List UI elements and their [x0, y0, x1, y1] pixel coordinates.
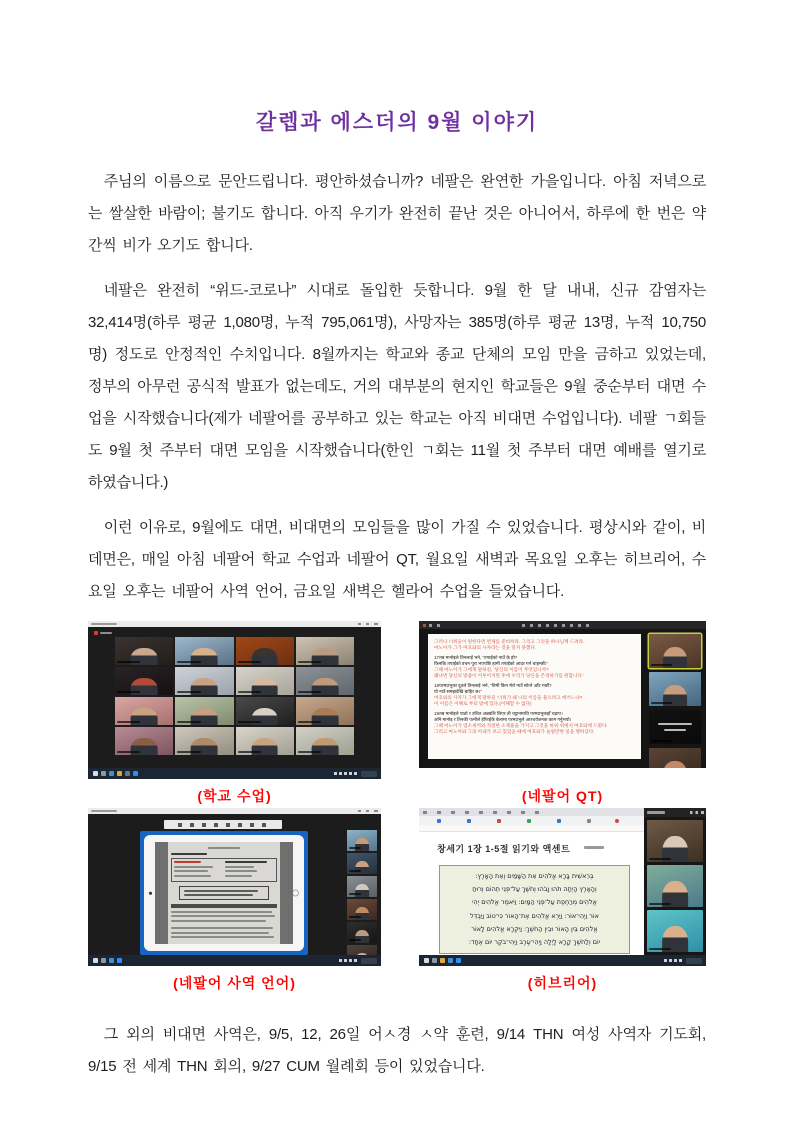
clock — [361, 771, 377, 777]
recording-indicator — [94, 631, 112, 635]
participant-tile — [236, 727, 294, 755]
hebrew-text-box — [439, 865, 630, 954]
nepali-verse-line: 19तब मानोइले पाठो र उचित अन्नबलि लिएर ती चट्टानमाथि परमप्रभुकहाँ चढाए। — [434, 711, 563, 716]
window-controls-icon — [690, 811, 704, 814]
system-tray — [664, 958, 702, 964]
shared-document — [428, 634, 641, 759]
bookmark-icon — [557, 819, 561, 823]
window-titlebar — [88, 808, 381, 814]
person-silhouette — [355, 861, 369, 874]
record-icon — [615, 819, 619, 823]
annotation-toolbar — [164, 820, 282, 829]
tablet-frame — [144, 835, 304, 951]
start-icon — [93, 771, 98, 776]
section-header-bar — [171, 904, 277, 908]
participant-name-label — [238, 721, 261, 724]
participant-strip — [647, 820, 703, 952]
zoom-app-icon — [133, 771, 138, 776]
person-silhouette — [355, 884, 369, 897]
shared-window — [140, 831, 308, 955]
participant-name-label — [349, 870, 361, 873]
participant-name-label — [117, 661, 140, 664]
participant-name-label — [651, 664, 672, 667]
hebrew-doc-title: 창세기 1장 1-5절 읽기와 액센트 — [437, 844, 571, 854]
figure-row-2 — [88, 808, 706, 993]
participant-tile — [649, 634, 701, 668]
participant-name-label — [117, 721, 140, 724]
participant-name-label — [238, 751, 261, 754]
korean-translation-line: 그때 마노아가 염소새끼와 적절한 소제물을 가지고 그것을 바위 위에서 여호와께 드렸다. — [434, 723, 608, 728]
participant-tile — [296, 667, 354, 695]
participant-name-label — [349, 916, 361, 919]
zoom-app-icon — [117, 958, 122, 963]
participant-name-label — [298, 721, 321, 724]
participant-tile — [347, 876, 377, 897]
participant-tile — [296, 727, 354, 755]
participant-name-label — [349, 893, 361, 896]
taskbar-icons — [93, 771, 138, 776]
windows-taskbar — [88, 768, 381, 779]
person-silhouette — [663, 761, 687, 768]
participant-name-label — [349, 847, 361, 850]
screenshot-nepali-qt — [419, 621, 706, 768]
figure-nepali-ministry — [88, 808, 381, 993]
window-controls-icon — [358, 623, 378, 626]
participant-tile — [347, 853, 377, 874]
hebrew-verse-line: אֱלֹהִים בֵּין הָאוֹר וּבֵין הַחֹשֶׁךְ: וַיִּקְרָא אֱלֹהִים לָאוֹר — [471, 924, 598, 933]
person-silhouette — [355, 838, 369, 851]
taskbar-icons — [93, 958, 122, 963]
nepali-verse-line: किनकि तपाईंको वचन पूरा भएपछि हामी तपाईंको आदर गर्न चाहन्छौं।” — [434, 661, 548, 666]
note-box — [179, 886, 269, 900]
search-icon — [101, 958, 106, 963]
paragraph-meetings: 이런 이유로, 9월에도 대면, 비대면의 모임들을 많이 가질 수 있었습니다. 평상시와 같이, 비데면은, 매일 아침 네팔어 학교 수업과 네팔어 QT, 월요일 새벽과 목요일 오후는 히브리어, 수요일 오후는 네팔어 사역 언어, 금요일 새벽은 헬라어 수업을 들었습니다. — [88, 519, 706, 600]
participant-tile — [296, 697, 354, 725]
document-page-scan — [155, 842, 293, 944]
browser-tab-bar — [419, 808, 644, 816]
bookmark-icon — [587, 819, 591, 823]
browser-subbar — [419, 825, 644, 832]
participant-strip — [347, 830, 377, 966]
korean-translation-line: 이 이름은 이해로 부터 밖에 있다.(이해할 수 없다) — [434, 701, 532, 706]
participant-tile — [236, 697, 294, 725]
paragraph-other-ministries: 그 외의 비대면 사역은, 9/5, 12, 26일 어ㅅ경 ㅅ약 훈련, 9/14 THN 여성 사역자 기도회, 9/15 전 세계 THN 회의, 9/27 CUM 월례회 등이 있었습니다. — [88, 1026, 706, 1075]
system-tray — [339, 958, 377, 964]
nepali-verse-line: यो नाउँ समझदेखि बाहिर छ।” — [434, 689, 482, 694]
figure-school-class — [88, 621, 381, 806]
participant-tile — [236, 637, 294, 665]
participant-name-label — [238, 661, 261, 664]
participant-tile — [347, 830, 377, 851]
hebrew-verse-line: יוֹם וְלַחֹשֶׁךְ קָרָא לָיְלָה וַיְהִי־עֶרֶב וַיְהִי־בֹקֶר יוֹם אֶחָד: — [468, 938, 601, 947]
korean-translation-line: 마노아가 그가 여호와의 사자라는 것을 알지 못했다. — [434, 645, 537, 650]
participant-tile — [347, 922, 377, 943]
participant-name-label — [177, 751, 200, 754]
edge-icon — [448, 958, 453, 963]
participant-tile — [649, 748, 701, 768]
participant-name-label — [349, 939, 361, 942]
korean-translation-line: 왜냐면 당신의 말씀이 이루어지면 후에 우리가 당신을 존경하기를 원합니다.’ — [434, 673, 585, 678]
hebrew-verse-line: וְהָאָרֶץ הָיְתָה תֹהוּ וָבֹהוּ וְחֹשֶׁךְ עַל־פְּנֵי תְהוֹם וְרוּחַ — [472, 885, 597, 894]
paragraph-greeting: 주님의 이름으로 문안드립니다. 평안하셨습니까? 네팔은 완연한 가을입니다. 아침 저녁으로는 쌀살한 바람이; 불기도 합니다. 아직 우기가 완전히 끝난 것은 아니어서, 하루에 한 번은 약간씩 비가 오기도 합니다. — [88, 173, 706, 254]
window-controls-icon — [358, 810, 378, 813]
participant-name-label — [298, 691, 321, 694]
edge-icon — [109, 771, 114, 776]
record-icon — [94, 631, 98, 635]
clock — [686, 958, 702, 964]
participant-tile — [296, 637, 354, 665]
windows-taskbar — [88, 955, 381, 966]
participant-name-label — [649, 948, 671, 951]
folder-icon — [117, 771, 122, 776]
windows-taskbar — [419, 955, 706, 966]
video-gallery-grid — [115, 637, 354, 755]
bookmark-icon — [467, 819, 471, 823]
korean-translation-line: 그리고 마노아와 그의 아내가 보고 있었을 때에 여호와가 놀랄만한 일을 행하셨다. — [434, 729, 595, 734]
edge-icon — [109, 958, 114, 963]
caption-nepali-ministry: (네팔어 사역 언어) — [173, 975, 296, 991]
search-icon — [101, 771, 106, 776]
participant-tile — [175, 697, 233, 725]
meeting-toolbar — [419, 621, 706, 629]
person-silhouette — [355, 930, 369, 943]
doc-title-note — [584, 846, 604, 849]
participant-tile — [649, 710, 701, 744]
tablet-camera-icon — [149, 892, 152, 895]
participant-tile — [175, 667, 233, 695]
bookmark-icon — [437, 819, 441, 823]
hebrew-verse-line: בְּרֵאשִׁית בָּרָא אֱלֹהִים אֵת הַשָּׁמַיִם וְאֵת הָאָרֶץ: — [475, 872, 594, 880]
participant-name-label — [651, 702, 672, 705]
figure-row-1 — [88, 621, 706, 806]
bookmark-icon — [497, 819, 501, 823]
start-icon — [93, 958, 98, 963]
participant-name-label — [177, 661, 200, 664]
folder-icon — [440, 958, 445, 963]
korean-translation-line: 여호와의 사자가 그에게 말하길 ‘너희가 왜 나의 이름을 물으려고 애쓰느냐? — [434, 695, 583, 700]
participant-tile — [236, 667, 294, 695]
participant-name-label — [298, 751, 321, 754]
korean-translation-line: 그때 마노아가 그에게 말하길, ‘당신의 이름이 무엇입니까? — [434, 667, 549, 672]
annotation-icons — [178, 823, 268, 827]
participant-tile — [175, 727, 233, 755]
nepali-verse-line: 18परमप्रभुका दूतले तिनलाई भने, “तिमी किन मेरो नाउँ सोध्ने आँट गर्छौ? — [434, 683, 552, 688]
participant-panel — [644, 808, 706, 955]
nepali-verse-line: अनि मानोइ र तिनकी पत्नीले हेरिरहेकै बेलामा परमप्रभुले आश्चर्यजनक काम गर्नुभयो। — [434, 717, 572, 722]
screenshot-school-class — [88, 621, 381, 779]
shared-browser — [419, 808, 644, 955]
app-icon — [125, 771, 130, 776]
tablet-home-button-icon — [292, 890, 299, 897]
participant-tile — [347, 899, 377, 920]
participant-name-label — [177, 721, 200, 724]
participant-tile — [115, 697, 173, 725]
page-title: 갈렙과 에스더의 9월 이야기 — [255, 111, 539, 134]
caption-hebrew: (히브리어) — [527, 975, 598, 991]
screenshot-nepali-ministry — [88, 808, 381, 966]
clock — [361, 958, 377, 964]
tab-icons — [423, 811, 543, 814]
caption-nepali-qt: (네팔어 QT) — [521, 788, 604, 804]
participant-tile — [115, 667, 173, 695]
caption-school-class: (학교 수업) — [197, 788, 272, 804]
participant-name-label — [298, 661, 321, 664]
participant-name-label — [117, 691, 140, 694]
start-icon — [424, 958, 429, 963]
participant-name-label — [651, 740, 672, 743]
participant-tile — [115, 727, 173, 755]
korean-translation-line: 그러나 너희들이 원한다면 번제를 준비하라. 그리고 그것을 하나님께 드려라. — [434, 639, 585, 644]
participant-name-label — [177, 691, 200, 694]
screenshot-hebrew — [419, 808, 706, 966]
hebrew-verse-line: אוֹר וַיְהִי־אוֹר: וַיַּרְא אֱלֹהִים אֶת־הָאוֹר כִּי־טוֹב וַיַּבְדֵּל — [470, 911, 599, 920]
vocabulary-table — [171, 858, 277, 882]
participant-name-label — [117, 751, 140, 754]
participant-tile — [649, 672, 701, 706]
window-titlebar — [88, 621, 381, 627]
participant-tile — [647, 910, 703, 952]
taskbar-icons — [424, 958, 461, 963]
figure-nepali-qt — [419, 621, 706, 806]
nepali-verse-line: 17तब मानोइले तिनलाई भने, “तपाईंको नाउँ के हो? — [434, 655, 518, 660]
paragraph-covid-status: 네팔은 완전히 “위드-코로나” 시대로 돌입한 듯합니다. 9월 한 달 내내, 신규 감염자는 32,414명(하루 평균 1,080명, 누적 795,061명), 사망자는 385명(하루 평균 13명, 누적 10,750명) 정도로 안정적인 수치입니다. 8월까지는 학교와 종교 단체의 모임 만을 금하고 있었는데, 정부의 아무런 공식적 발표가 없는데도, 거의 대부분의 현지인 학교들은 9월 중순부터 대면 수업을 시작했습니다(제가 네팔어를 공부하고 있는 학교는 아직 비대면 수업입니다). 네팔 ㄱ회들도 9월 첫 주부터 대면 모임을 시작했습니다(한인 ㄱ회는 11월 첫 주부터 대면 예배를 열기로 하였습니다.) — [88, 282, 706, 491]
search-icon — [432, 958, 437, 963]
participant-name-label — [238, 691, 261, 694]
bookmark-icon — [527, 819, 531, 823]
system-tray — [334, 771, 377, 777]
participant-tile — [647, 820, 703, 862]
bookmarks-bar — [419, 816, 644, 825]
panel-title — [647, 811, 665, 814]
participant-strip — [649, 634, 701, 768]
zoom-app-icon — [456, 958, 461, 963]
figure-hebrew — [419, 808, 706, 993]
participant-tile — [175, 637, 233, 665]
participant-tile — [115, 637, 173, 665]
participant-name-label — [649, 858, 671, 861]
panel-titlebar — [644, 808, 706, 817]
person-silhouette — [355, 907, 369, 920]
participant-tile — [647, 865, 703, 907]
participant-name-label — [649, 903, 671, 906]
hebrew-verse-line: אֱלֹהִים מְרַחֶפֶת עַל־פְּנֵי הַמָּיִם: וַיֹּאמֶר אֱלֹהִים יְהִי — [472, 898, 597, 907]
toolbar-icons — [423, 624, 457, 627]
